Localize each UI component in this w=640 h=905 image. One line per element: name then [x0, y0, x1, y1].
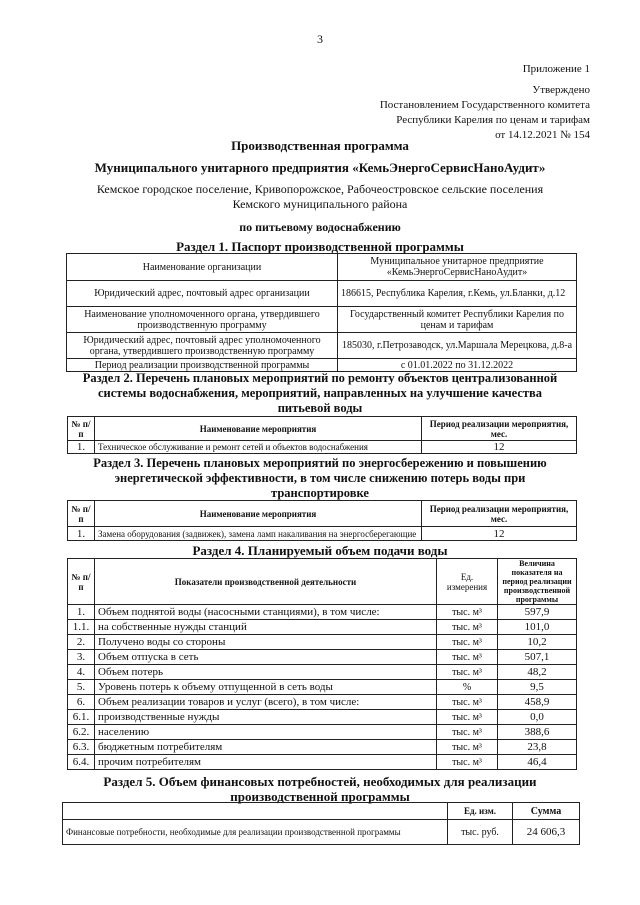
row-unit: тыс. м³	[437, 725, 498, 740]
row-unit: тыс. м³	[437, 740, 498, 755]
passport-table	[66, 253, 577, 372]
row-indicator: Объем отпуска в сеть	[95, 650, 437, 665]
col-num-header: № п/п	[68, 417, 95, 441]
row-unit: тыс. м³	[437, 665, 498, 680]
page-number: 3	[317, 32, 323, 46]
col-name-header: Наименование мероприятия	[95, 417, 422, 441]
col-period-header: Период реализации мероприятия, мес.	[422, 417, 577, 441]
territory-line-1: Кемское городское поселение, Кривопорожское, Рабочеостровское сельские поселения	[96, 182, 544, 196]
passport-value: Муниципальное унитарное предприятие «КемьЭнергоСервисНаноАудит»	[338, 254, 577, 281]
row-unit: тыс. м³	[437, 605, 498, 620]
row-unit: %	[437, 680, 498, 695]
row-num: 6.2.	[68, 725, 95, 740]
row-unit: тыс. м³	[437, 755, 498, 770]
row-unit: тыс. м³	[437, 650, 498, 665]
passport-value: 185030, г.Петрозаводск, ул.Маршала Мерецкова, д.8-а	[338, 333, 577, 359]
passport-label: Юридический адрес, почтовый адрес организации	[67, 281, 338, 307]
territory-line-2: Кемского муниципального района	[232, 197, 408, 211]
approved-label: Утверждено	[532, 84, 590, 96]
row-num: 4.	[68, 665, 95, 680]
row-num: 6.3.	[68, 740, 95, 755]
appendix-label: Приложение 1	[522, 63, 590, 75]
row-indicator: Объем потерь	[95, 665, 437, 680]
row-num: 1.1.	[68, 620, 95, 635]
row-value: 10,2	[498, 635, 577, 650]
row-value: 388,6	[498, 725, 577, 740]
approval-line-1: Постановлением Государственного комитета	[379, 99, 590, 111]
row-num: 1.	[68, 527, 95, 541]
enterprise-name: Муниципального унитарного предприятия «КемьЭнергоСервисНаноАудит»	[94, 160, 546, 175]
row-indicator: Получено воды со стороны	[95, 635, 437, 650]
row-num: 6.	[68, 695, 95, 710]
section2-table	[67, 416, 577, 454]
row-value: 507,1	[498, 650, 577, 665]
row-period: 12	[422, 441, 577, 454]
row-unit: тыс. м³	[437, 620, 498, 635]
row-indicator: Объем реализации товаров и услуг (всего), в том числе:	[95, 695, 437, 710]
section5-title-line-2: производственной программы	[230, 789, 410, 804]
row-indicator: прочим потребителям	[95, 755, 437, 770]
row-value: 597,9	[498, 605, 577, 620]
section4-title: Раздел 4. Планируемый объем подачи воды	[192, 543, 448, 558]
col-num-header: № п/п	[68, 559, 95, 605]
passport-label: Период реализации производственной программы	[67, 359, 338, 372]
financial-needs-unit: тыс. руб.	[448, 820, 513, 845]
row-num: 3.	[68, 650, 95, 665]
row-unit: тыс. м³	[437, 635, 498, 650]
row-num: 2.	[68, 635, 95, 650]
row-value: 458,9	[498, 695, 577, 710]
document-title: Производственная программа	[231, 138, 409, 153]
row-unit: тыс. м³	[437, 695, 498, 710]
row-num: 6.1.	[68, 710, 95, 725]
row-name: Техническое обслуживание и ремонт сетей и объектов водоснабжения	[95, 441, 422, 454]
col-unit-header: Ед. измерения	[437, 559, 498, 605]
supply-volume-table	[67, 558, 577, 770]
program-subject: по питьевому водоснабжению	[239, 220, 401, 234]
section5-title-line-1: Раздел 5. Объем финансовых потребностей, необходимых для реализации	[103, 774, 537, 789]
col-sum-header: Сумма	[513, 803, 580, 820]
row-num: 6.4.	[68, 755, 95, 770]
financial-needs-table	[62, 802, 580, 845]
row-value: 0,0	[498, 710, 577, 725]
row-num: 1.	[68, 605, 95, 620]
passport-label: Наименование организации	[67, 254, 338, 281]
col-period-header: Период реализации мероприятия, мес.	[422, 501, 577, 527]
passport-value: 186615, Республика Карелия, г.Кемь, ул.Бланки, д.12	[338, 281, 577, 307]
row-indicator: Объем поднятой воды (насосными станциями), в том числе:	[95, 605, 437, 620]
row-indicator: бюджетным потребителям	[95, 740, 437, 755]
section3-table	[67, 500, 577, 541]
passport-label: Юридический адрес, почтовый адрес уполномоченного органа, утвердившего производственную программу	[67, 333, 338, 359]
financial-needs-label: Финансовые потребности, необходимые для реализации производственной программы	[63, 820, 448, 845]
approval-line-2: Республики Карелия по ценам и тарифам	[396, 114, 590, 126]
section1-title: Раздел 1. Паспорт производственной программы	[176, 239, 464, 254]
row-num: 1.	[68, 441, 95, 454]
col-indicator-header: Показатели производственной деятельности	[95, 559, 437, 605]
approval-line-3: от 14.12.2021 № 154	[495, 129, 590, 141]
row-indicator: населению	[95, 725, 437, 740]
row-value: 101,0	[498, 620, 577, 635]
row-value: 46,4	[498, 755, 577, 770]
row-name: Замена оборудования (задвижек), замена ламп накаливания на энергосберегающие	[95, 527, 422, 541]
passport-value: Государственный комитет Республики Карелия по ценам и тарифам	[338, 307, 577, 333]
row-period: 12	[422, 527, 577, 541]
section2-title: Раздел 2. Перечень плановых мероприятий по ремонту объектов централизованной системы водоснабжения, мероприятий, направленных на улучшение качества питьевой воды	[82, 371, 558, 415]
row-indicator: Уровень потерь к объему отпущенной в сеть воды	[95, 680, 437, 695]
col-value-header: Величина показателя на период реализации производственной программы	[498, 559, 577, 605]
row-unit: тыс. м³	[437, 710, 498, 725]
row-num: 5.	[68, 680, 95, 695]
row-value: 23,8	[498, 740, 577, 755]
empty-header-cell	[63, 803, 448, 820]
section3-title: Раздел 3. Перечень плановых мероприятий по энергосбережению и повышению энергетической эффективности, в том числе снижению потерь воды при транспортировке	[93, 456, 547, 500]
passport-value: с 01.01.2022 по 31.12.2022	[338, 359, 577, 372]
row-indicator: производственные нужды	[95, 710, 437, 725]
col-unit-header: Ед. изм.	[448, 803, 513, 820]
passport-label: Наименование уполномоченного органа, утвердившего производственную программу	[67, 307, 338, 333]
financial-needs-sum: 24 606,3	[513, 820, 580, 845]
row-value: 48,2	[498, 665, 577, 680]
row-indicator: на собственные нужды станций	[95, 620, 437, 635]
row-value: 9,5	[498, 680, 577, 695]
col-name-header: Наименование мероприятия	[95, 501, 422, 527]
col-num-header: № п/п	[68, 501, 95, 527]
approval-block	[300, 62, 590, 143]
